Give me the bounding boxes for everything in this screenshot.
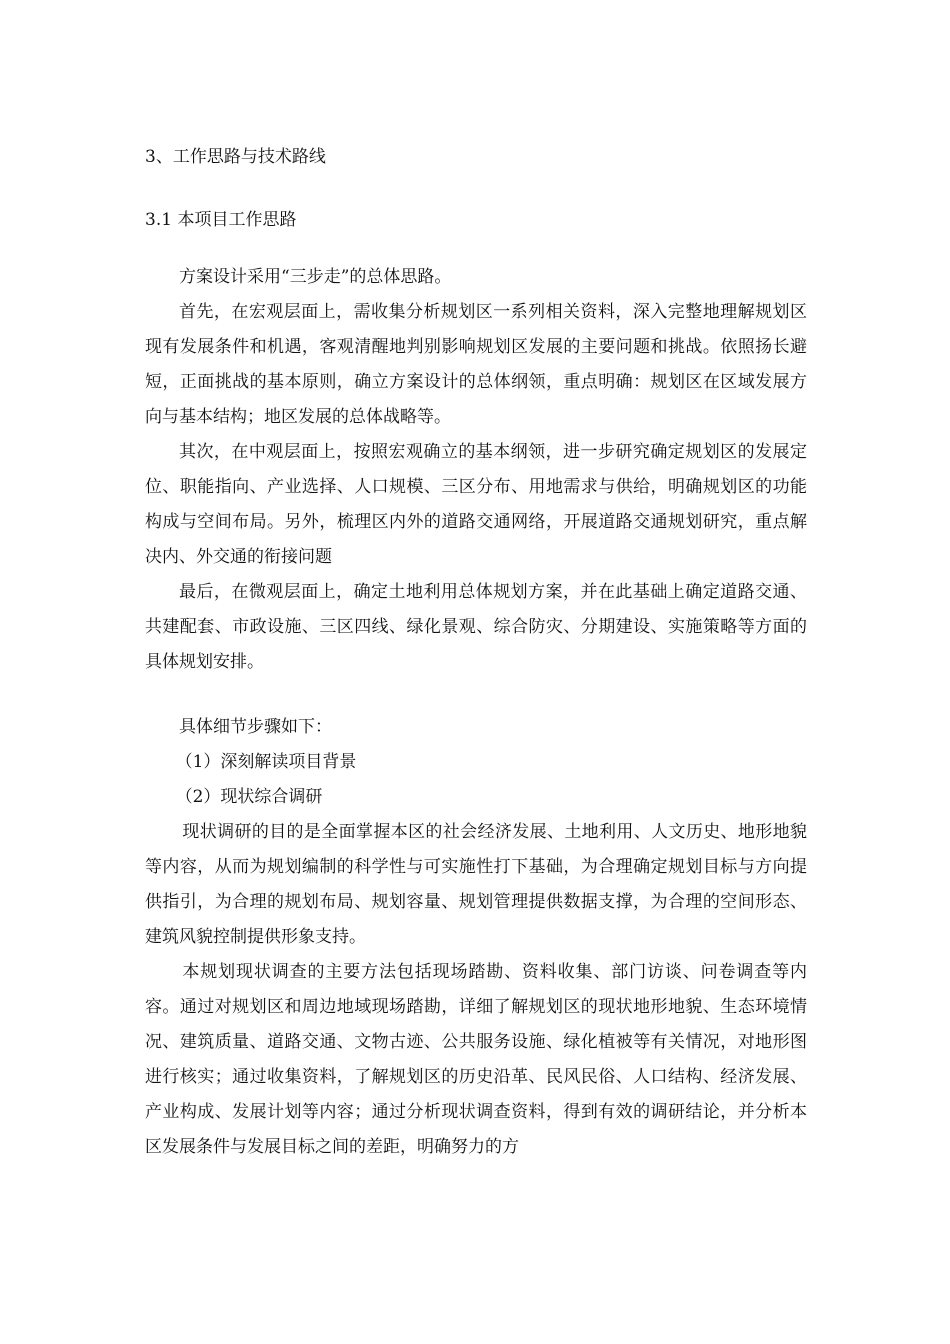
step-item-1: （1）深刻解读项目背景 [175, 752, 357, 772]
step-item-2: （2）现状综合调研 [175, 787, 323, 807]
document-body [145, 260, 807, 1165]
intro-paragraph: 方案设计采用“三步走”的总体思路。 [179, 267, 452, 287]
paragraph-survey-methods: 本规划现状调查的主要方法包括现场踏勘、资料收集、部门访谈、问卷调查等内容。通过对规划区和周边地域现场踏勘，详细了解规划区的现状地形地貌、生态环境情况、建筑质量、道路交通、文物古迹、公共服务设施、绿化植被等有关情况，对地形图进行核实；通过收集资料，了解规划区的历史沿革、民风民俗、人口结构、经济发展、产业构成、发展计划等内容；通过分析现状调查资料，得到有效的调研结论，并分析本区发展条件与发展目标之间的差距，明确努力的方 [145, 962, 807, 1157]
paragraph-meso-level: 其次，在中观层面上，按照宏观确立的基本纲领，进一步研究确定规划区的发展定位、职能指向、产业选择、人口规模、三区分布、用地需求与供给，明确规划区的功能构成与空间布局。另外，梳理区内外的道路交通网络，开展道路交通规划研究，重点解决内、外交通的衔接问题 [145, 442, 807, 567]
paragraph-gap [145, 680, 807, 710]
subsection-heading: 3.1 本项目工作思路 [145, 210, 297, 230]
steps-intro: 具体细节步骤如下： [179, 717, 332, 737]
paragraph-micro-level: 最后，在微观层面上，确定土地利用总体规划方案，并在此基础上确定道路交通、共建配套、市政设施、三区四线、绿化景观、综合防灾、分期建设、实施策略等方面的具体规划安排。 [145, 582, 807, 672]
section-heading: 3、工作思路与技术路线 [145, 147, 326, 167]
paragraph-macro-level: 首先，在宏观层面上，需收集分析规划区一系列相关资料，深入完整地理解规划区现有发展条件和机遇，客观清醒地判别影响规划区发展的主要问题和挑战。依照扬长避短，正面挑战的基本原则，确立方案设计的总体纲领，重点明确：规划区在区域发展方向与基本结构；地区发展的总体战略等。 [145, 302, 807, 427]
paragraph-survey-purpose: 现状调研的目的是全面掌握本区的社会经济发展、土地利用、人文历史、地形地貌等内容，从而为规划编制的科学性与可实施性打下基础，为合理确定规划目标与方向提供指引，为合理的规划布局、规划容量、规划管理提供数据支撑，为合理的空间形态、建筑风貌控制提供形象支持。 [145, 822, 807, 947]
